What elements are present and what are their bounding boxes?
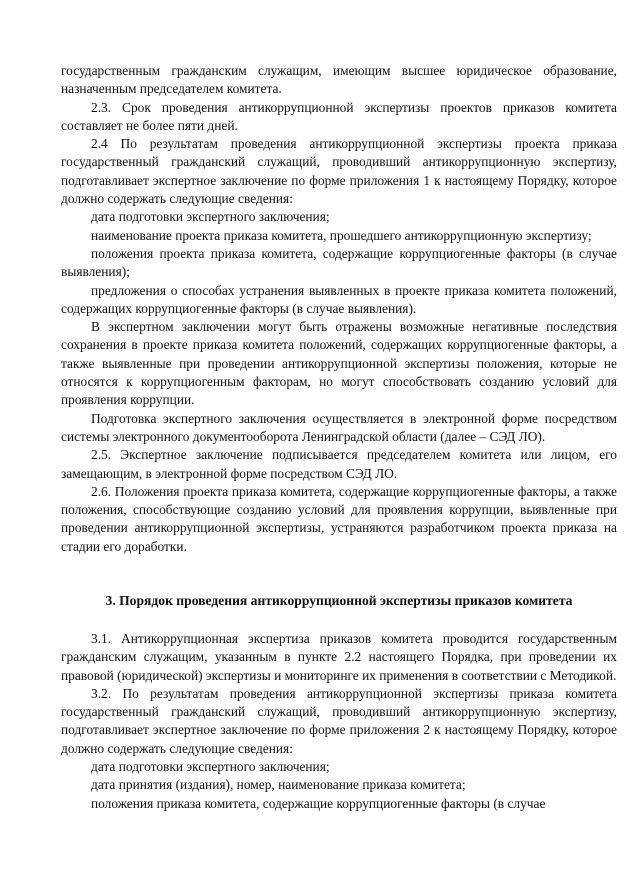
paragraph: положения проекта приказа комитета, содержащие коррупциогенные факторы (в случае выявления); bbox=[61, 245, 617, 280]
paragraph: 2.4 По результатам проведения антикоррупционной экспертизы проекта приказа государственный гражданский служащий, проводивший антикоррупционную экспертизу, подготавливает экспертное заключение по форме приложения 1 к настоящему Порядку, которое должно содержать следующие сведения: bbox=[61, 136, 617, 207]
section-3-heading: 3. Порядок проведения антикоррупционной экспертизы приказов комитета bbox=[105, 593, 573, 608]
paragraph: 3.2. По результатам проведения антикоррупционной экспертизы приказа комитета государственный гражданский служащий, проводивший антикоррупционную экспертизу, подготавливает экспертное заключение по форме приложения 2 к настоящему Порядку, которое должно содержать следующие сведения: bbox=[61, 685, 617, 756]
paragraph: государственным гражданским служащим, имеющим высшее юридическое образование, назначенным председателем комитета. bbox=[61, 63, 617, 97]
paragraph: 2.5. Экспертное заключение подписывается председателем комитета или лицом, его замещающим, в электронной форме посредством СЭД ЛО. bbox=[61, 447, 617, 481]
paragraph: дата принятия (издания), номер, наименование приказа комитета; bbox=[91, 777, 466, 793]
section-3-body bbox=[61, 630, 617, 813]
paragraph: Подготовка экспертного заключения осуществляется в электронной форме посредством системы электронного документооборота Ленинградской области (далее – СЭД ЛО). bbox=[61, 410, 617, 444]
paragraph: 3.1. Антикоррупционная экспертиза приказов комитета проводится государственным гражданским служащим, указанным в пункте 2.2 настоящего Порядка, при проведении их правовой (юридической) экспертизы и мониторинге их применения в соответствии с Методикой. bbox=[61, 631, 617, 683]
section-2-continuation bbox=[61, 62, 617, 556]
paragraph: дата подготовки экспертного заключения; bbox=[91, 209, 330, 225]
paragraph: предложения о способах устранения выявленных в проекте приказа комитета положений, содержащих коррупциогенные факторы (в случае выявления). bbox=[61, 282, 617, 316]
paragraph: 2.6. Положения проекта приказа комитета, содержащие коррупциогенные факторы, а также положения, способствующие созданию условий для проявления коррупции, выявленные при проведении антикоррупционной экспертизы, устраняются разработчиком проекта приказа на стадии его доработки. bbox=[61, 483, 617, 554]
paragraph: В экспертном заключении могут быть отражены возможные негативные последствия сохранения в проекте приказа комитета положений, содержащих коррупциогенные факторы, а также выявленные при проведении антикоррупционной экспертизы положения, которые не относятся к коррупциогенным факторам, но могут способствовать созданию условий для проявления коррупции. bbox=[61, 319, 617, 408]
paragraph: 2.3. Срок проведения антикоррупционной экспертизы проектов приказов комитета составляет не более пяти дней. bbox=[61, 99, 617, 133]
paragraph: положения приказа комитета, содержащие коррупциогенные факторы (в случае bbox=[91, 795, 546, 811]
paragraph: дата подготовки экспертного заключения; bbox=[91, 759, 330, 775]
paragraph: наименование проекта приказа комитета, прошедшего антикоррупционную экспертизу; bbox=[91, 227, 592, 243]
